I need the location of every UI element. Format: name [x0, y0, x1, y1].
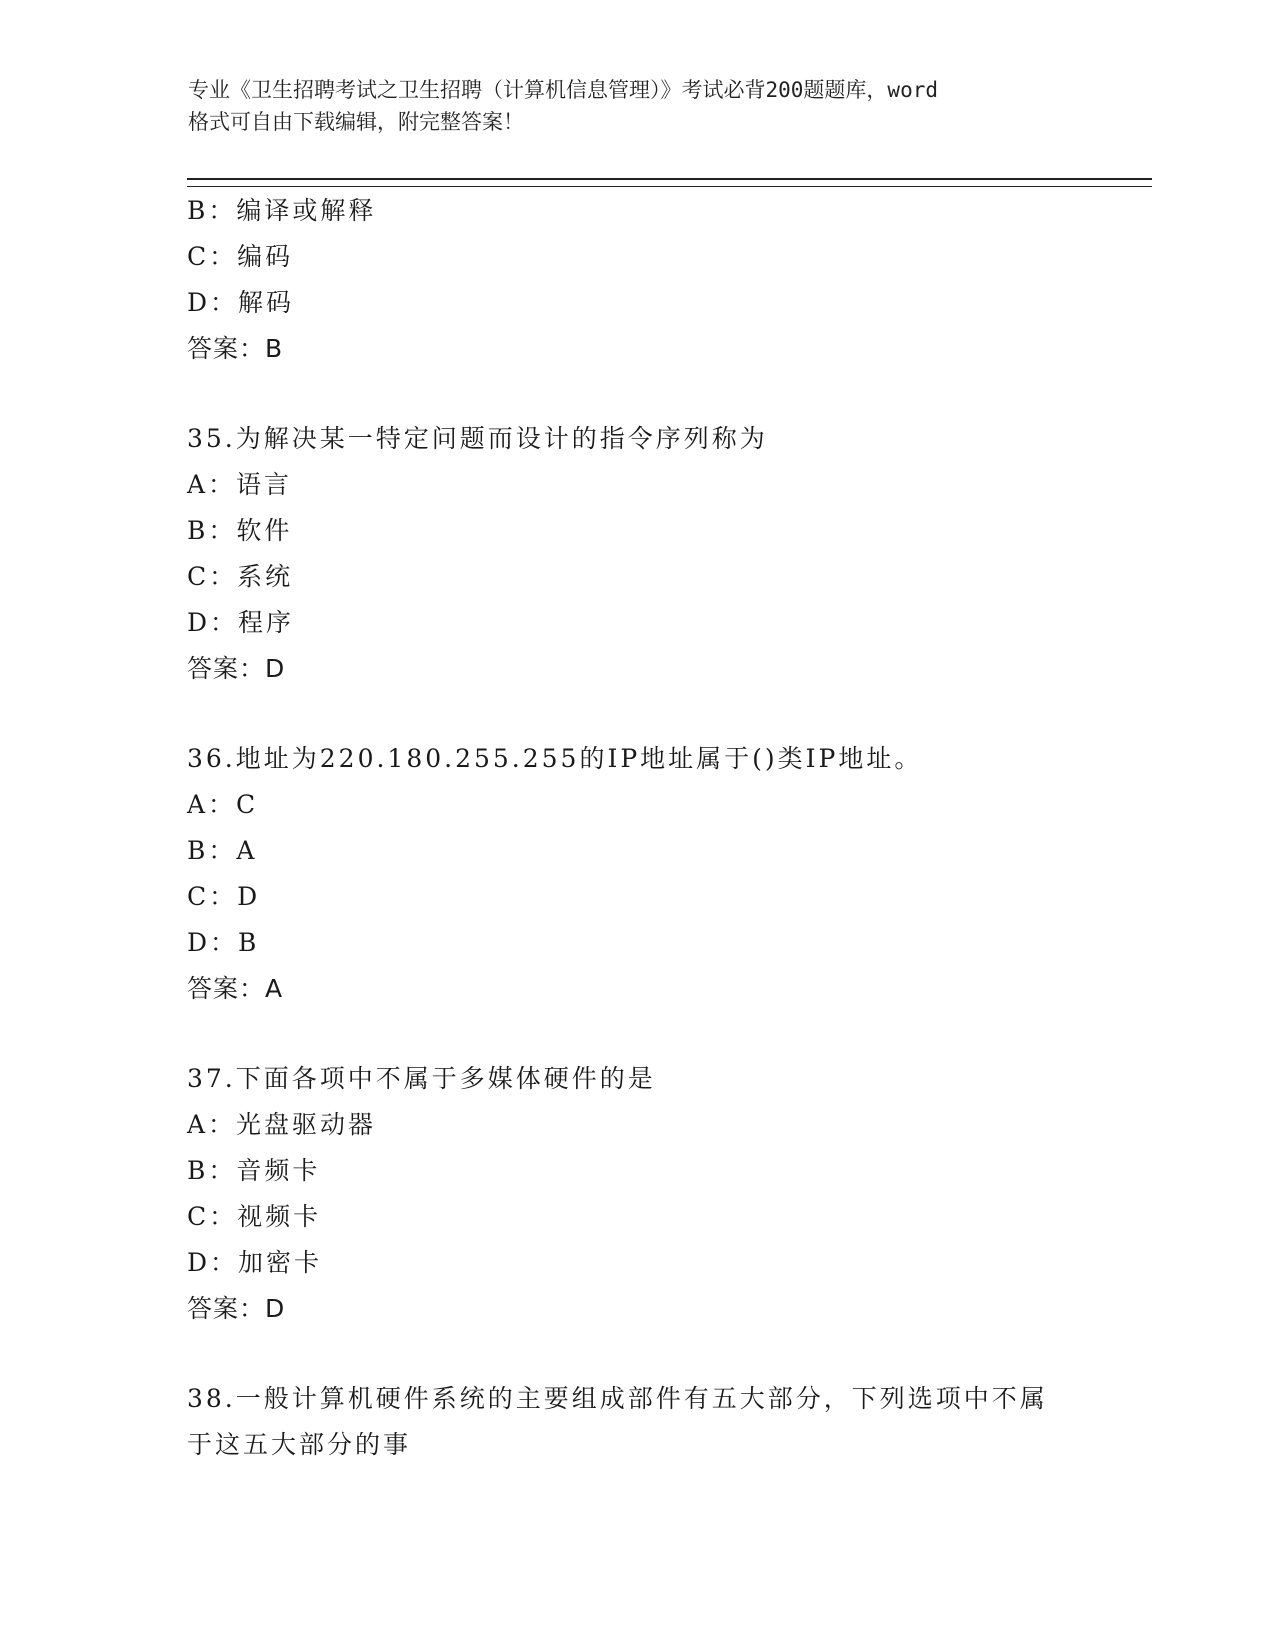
- header-line-2: 格式可自由下载编辑，附完整答案！: [188, 110, 524, 134]
- option-b: B：音频卡: [187, 1156, 321, 1185]
- page-header: [188, 74, 1088, 138]
- option-c: C：编码: [187, 242, 294, 271]
- option-d: D：程序: [187, 608, 295, 637]
- option-a: A：C: [187, 790, 259, 819]
- question-text: 36.地址为220.180.255.255的IP地址属于()类IP地址。: [187, 744, 923, 773]
- option-b: B：A: [187, 836, 258, 865]
- answer: 答案：D: [187, 654, 286, 683]
- document-body: [187, 188, 1087, 1468]
- option-c: C：系统: [187, 562, 294, 591]
- option-b: B：编译或解释: [187, 196, 377, 225]
- question-text-line-2: 于这五大部分的事: [187, 1430, 412, 1459]
- question-36: [187, 736, 1087, 1012]
- option-d: D：B: [187, 928, 260, 957]
- question-text: 35.为解决某一特定问题而设计的指令序列称为: [187, 424, 768, 453]
- answer: 答案：D: [187, 1294, 286, 1323]
- question-38: [187, 1376, 1087, 1468]
- option-d: D：加密卡: [187, 1248, 323, 1277]
- question-34: [187, 188, 1087, 372]
- option-a: A：语言: [187, 470, 293, 499]
- answer: 答案：A: [187, 974, 284, 1003]
- question-35: [187, 416, 1087, 692]
- header-line-1: 专业《卫生招聘考试之卫生招聘（计算机信息管理）》考试必背200题题库，word: [188, 78, 938, 102]
- header-divider: [187, 178, 1152, 187]
- option-d: D：解码: [187, 288, 295, 317]
- option-c: C：D: [187, 882, 261, 911]
- option-c: C：视频卡: [187, 1202, 322, 1231]
- question-37: [187, 1056, 1087, 1332]
- option-a: A：光盘驱动器: [187, 1110, 377, 1139]
- question-text-line-1: 38.一般计算机硬件系统的主要组成部件有五大部分，下列选项中不属: [187, 1384, 1048, 1413]
- answer: 答案：B: [187, 334, 284, 363]
- option-b: B：软件: [187, 516, 293, 545]
- question-text: 37.下面各项中不属于多媒体硬件的是: [187, 1064, 656, 1093]
